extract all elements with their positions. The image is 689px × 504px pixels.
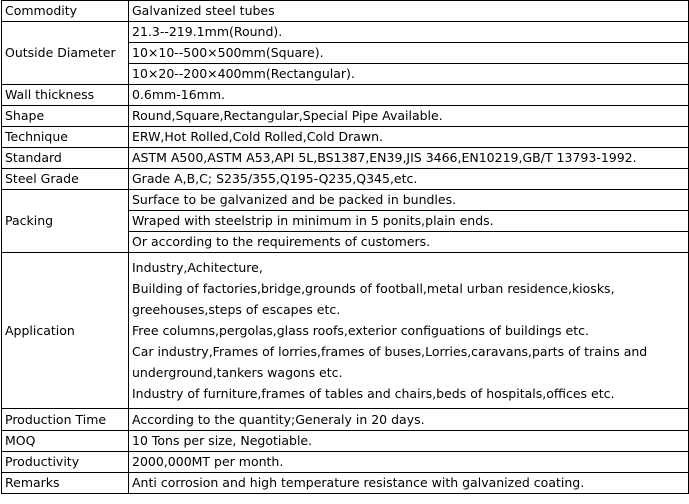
row-value-packing-wrap: Wraped with steelstrip in minimum in 5 ponits,plain ends. <box>129 211 689 232</box>
row-value-wall-thickness: 0.6mm-16mm. <box>129 85 689 106</box>
row-label-shape: Shape <box>2 106 129 127</box>
row-value-packing-custom: Or according to the requirements of customers. <box>129 232 689 253</box>
application-line: underground,tankers wagons etc. <box>132 365 343 380</box>
table-row-production-time <box>2 409 689 431</box>
application-line: Industry,Achitecture, <box>132 260 263 275</box>
row-label-wall-thickness: Wall thickness <box>2 85 129 106</box>
table-row-remarks <box>2 473 689 494</box>
application-line: Free columns,pergolas,glass roofs,exterior configuations of buildings etc. <box>132 323 589 338</box>
row-value-application <box>129 253 689 409</box>
row-value-productivity: 2000,000MT per month. <box>129 452 689 473</box>
table-row-shape <box>2 106 689 127</box>
row-label-standard: Standard <box>2 148 129 169</box>
row-value-outside-diameter-round: 21.3--219.1mm(Round). <box>129 22 689 43</box>
table-row-wall-thickness <box>2 85 689 106</box>
row-label-steel-grade: Steel Grade <box>2 169 129 190</box>
table-row-outside-diameter <box>2 22 689 43</box>
row-label-packing: Packing <box>2 190 129 253</box>
row-label-technique: Technique <box>2 127 129 148</box>
spec-table <box>1 0 689 494</box>
row-value-technique: ERW,Hot Rolled,Cold Rolled,Cold Drawn. <box>129 127 689 148</box>
row-value-outside-diameter-square: 10×10--500×500mm(Square). <box>129 43 689 64</box>
table-row-application <box>2 253 689 409</box>
row-label-remarks: Remarks <box>2 473 129 494</box>
table-row-steel-grade <box>2 169 689 190</box>
row-value-outside-diameter-rectangular: 10×20--200×400mm(Rectangular). <box>129 64 689 85</box>
table-row-standard <box>2 148 689 169</box>
row-label-application: Application <box>2 253 129 409</box>
row-value-packing-surface: Surface to be galvanized and be packed in bundles. <box>129 190 689 211</box>
table-row-commodity <box>2 1 689 22</box>
application-line: Industry of furniture,frames of tables and chairs,beds of hospitals,offices etc. <box>132 386 615 401</box>
table-row-productivity <box>2 452 689 473</box>
table-row-technique <box>2 127 689 148</box>
row-label-moq: MOQ <box>2 431 129 452</box>
row-value-production-time: According to the quantity;Generaly in 20 days. <box>129 409 689 431</box>
table-row-moq <box>2 431 689 452</box>
row-label-commodity: Commodity <box>2 1 129 22</box>
row-label-productivity: Productivity <box>2 452 129 473</box>
application-line: Building of factories,bridge,grounds of football,metal urban residence,kiosks, <box>132 281 615 296</box>
row-value-commodity: Galvanized steel tubes <box>129 1 689 22</box>
row-label-outside-diameter: Outside Diameter <box>2 22 129 85</box>
table-row-packing <box>2 190 689 211</box>
application-line: greehouses,steps of escapes etc. <box>132 302 341 317</box>
row-label-production-time: Production Time <box>2 409 129 431</box>
row-value-steel-grade: Grade A,B,C; S235/355,Q195-Q235,Q345,etc. <box>129 169 689 190</box>
row-value-remarks: Anti corrosion and high temperature resistance with galvanized coating. <box>129 473 689 494</box>
application-line: Car industry,Frames of lorries,frames of buses,Lorries,caravans,parts of trains and <box>132 344 648 359</box>
row-value-standard: ASTM A500,ASTM A53,API 5L,BS1387,EN39,JIS 3466,EN10219,GB/T 13793-1992. <box>129 148 689 169</box>
row-value-moq: 10 Tons per size, Negotiable. <box>129 431 689 452</box>
row-value-shape: Round,Square,Rectangular,Special Pipe Available. <box>129 106 689 127</box>
